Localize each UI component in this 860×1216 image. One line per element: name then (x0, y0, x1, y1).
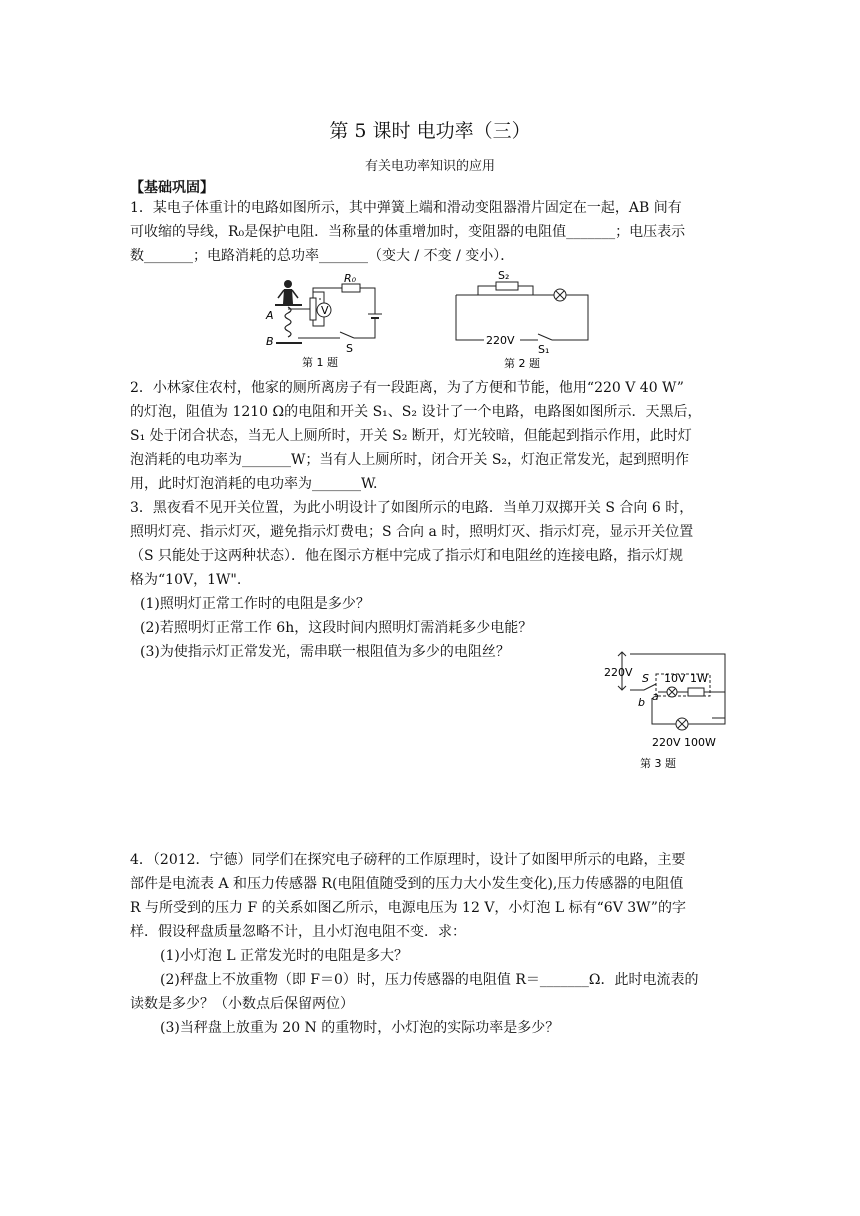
section-heading: 【基础巩固】 (130, 180, 214, 196)
question-3-sub-2: (2)若照明灯正常工作 6h，这段时间内照明灯需消耗多少电能？ (140, 620, 533, 636)
question-2-line-2: 的灯泡，阻值为 1210 Ω的电阻和开关 S₁、S₂ 设计了一个电路，电路图如图所示．天黑后， (130, 404, 702, 420)
question-2-line-3: S₁ 处于闭合状态，当无人上厕所时，开关 S₂ 断开，灯光较暗，但能起到指示作用，此时灯 (130, 428, 692, 444)
question-4-sub-2-cont: 读数是多少？（小数点后保留两位） (130, 996, 354, 1012)
question-4-sub-1: (1)小灯泡 L 正常发光时的电阻是多大？ (160, 948, 409, 964)
question-2-line-4: 泡消耗的电功率为_______W；当有人上厕所时，闭合开关 S₂，灯泡正常发光，起到照明作 (130, 452, 690, 468)
switch-label: S (642, 672, 649, 685)
question-4-line-1: 4．（2012．宁德）同学们在探究电子磅秤的工作原理时，设计了如图甲所示的电路，主要 (130, 852, 686, 868)
question-4-sub-3: (3)当秤盘上放重为 20 N 的重物时，小灯泡的实际功率是多少？ (160, 1020, 560, 1036)
figure-3-caption: 第 3 题 (640, 757, 676, 770)
question-2-line-5: 用，此时灯泡消耗的电功率为_______W. (130, 476, 378, 492)
question-4-line-4: 样．假设秤盘质量忽略不计，且小灯泡电阻不变．求： (130, 924, 466, 940)
switch-label: S (346, 342, 353, 355)
question-2 (130, 376, 701, 496)
figure-1-circuit (262, 272, 392, 372)
question-3-line-4: 格为“10V，1W". (130, 572, 242, 588)
point-a-label: A (266, 309, 274, 322)
question-4-line-2: 部件是电流表 A 和压力传感器 R(电阻值随受到的压力大小发生变化),压力传感器的电阻值 (130, 876, 684, 892)
s1-label: S₁ (538, 343, 550, 356)
question-3-line-1: 3．黑夜看不见开关位置，为此小明设计了如图所示的电路．当单刀双掷开关 S 合向 6 时， (130, 500, 694, 516)
question-2-line-1: 2．小林家住农村，他家的厕所离房子有一段距离，为了方便和节能，他用“220 V 40 W” (130, 380, 684, 396)
figure-3-circuit (600, 648, 730, 774)
question-3 (130, 496, 693, 664)
figure-2-circuit (448, 270, 598, 372)
question-1-line-2: 可收缩的导线，R₀是保护电阻．当称量的体重增加时，变阻器的电阻值_______；电压表示 (130, 224, 686, 240)
figure-1-caption: 第 1 题 (302, 356, 338, 369)
question-1-line-1: 1．某电子体重计的电路如图所示，其中弹簧上端和滑动变阻器滑片固定在一起，AB 间有 (130, 200, 682, 216)
question-4 (130, 848, 699, 1040)
voltmeter-label: V (321, 304, 329, 317)
lamp-rating-label: 220V 100W (652, 736, 716, 749)
contact-b-label: b (638, 696, 645, 709)
source-voltage-label: 220V (604, 666, 633, 679)
figure-2-caption: 第 2 题 (504, 357, 540, 370)
point-b-label: B (266, 335, 274, 348)
contact-a-label: a (652, 690, 659, 703)
question-3-sub-1: (1)照明灯正常工作时的电阻是多少？ (140, 596, 370, 612)
resistor-label: R₀ (344, 272, 357, 285)
s2-label: S₂ (498, 269, 510, 282)
question-4-sub-2: (2)秤盘上不放重物（即 F＝0）时，压力传感器的电阻值 R＝_______Ω．此时电流表的 (160, 972, 699, 988)
indicator-voltage-label: 10V (664, 672, 686, 685)
lesson-subtitle: 有关电功率知识的应用 (364, 159, 495, 174)
indicator-power-label: 1W (690, 672, 708, 685)
source-voltage-label: 220V (486, 334, 515, 347)
lesson-title: 第 5 课时 电功率（三） (329, 120, 531, 142)
question-1 (130, 196, 685, 268)
question-4-line-3: R 与所受到的压力 F 的关系如图乙所示，电源电压为 12 V，小灯泡 L 标有“6V 3W”的字 (130, 900, 686, 916)
question-1-line-3: 数_______；电路消耗的总功率_______（变大 / 不变 / 变小）． (130, 248, 515, 264)
question-3-line-3: （S 只能处于这两种状态）．他在图示方框中完成了指示灯和电阻丝的连接电路，指示灯规 (130, 548, 684, 564)
question-3-line-2: 照明灯亮、指示灯灭，避免指示灯费电；S 合向 a 时，照明灯灭、指示灯亮，显示开关位置 (130, 524, 694, 540)
question-3-sub-3: (3)为使指示灯正常发光，需串联一根阻值为多少的电阻丝？ (140, 644, 510, 660)
